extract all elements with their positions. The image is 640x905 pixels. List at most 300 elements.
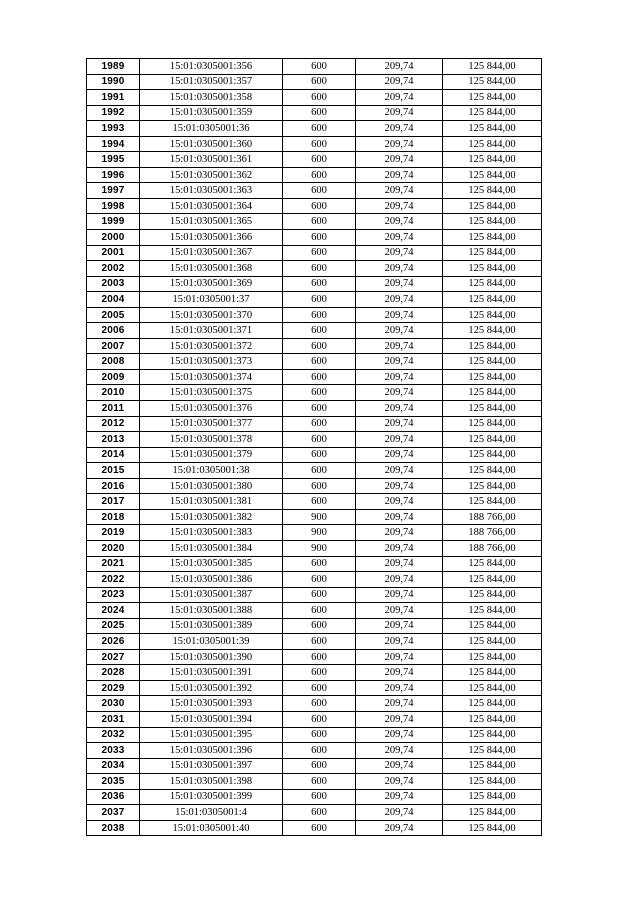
table-row <box>87 214 542 230</box>
row-number-cell: 2014 <box>87 447 140 463</box>
area-cell: 600 <box>283 307 356 323</box>
cadastral-value-cell: 125 844,00 <box>443 152 542 168</box>
table-row <box>87 743 542 759</box>
area-cell: 600 <box>283 805 356 821</box>
row-number-cell: 2012 <box>87 416 140 432</box>
area-cell: 600 <box>283 727 356 743</box>
area-cell: 600 <box>283 447 356 463</box>
cadastral-value-cell: 125 844,00 <box>443 572 542 588</box>
table-row <box>87 121 542 137</box>
row-number-cell: 1999 <box>87 214 140 230</box>
specific-value-cell: 209,74 <box>356 447 443 463</box>
row-number-cell: 2023 <box>87 587 140 603</box>
specific-value-cell: 209,74 <box>356 354 443 370</box>
area-cell: 600 <box>283 230 356 246</box>
cadastral-value-cell: 125 844,00 <box>443 494 542 510</box>
cadastral-number-cell: 15:01:0305001:385 <box>140 556 283 572</box>
specific-value-cell: 209,74 <box>356 618 443 634</box>
cadastral-number-cell: 15:01:0305001:363 <box>140 183 283 199</box>
row-number-cell: 2011 <box>87 401 140 417</box>
table-row <box>87 774 542 790</box>
area-cell: 600 <box>283 385 356 401</box>
cadastral-value-cell: 125 844,00 <box>443 167 542 183</box>
cadastral-number-cell: 15:01:0305001:396 <box>140 743 283 759</box>
row-number-cell: 1995 <box>87 152 140 168</box>
area-cell: 600 <box>283 774 356 790</box>
table-row <box>87 307 542 323</box>
table-row <box>87 587 542 603</box>
row-number-cell: 2018 <box>87 509 140 525</box>
row-number-cell: 2033 <box>87 743 140 759</box>
cadastral-number-cell: 15:01:0305001:357 <box>140 74 283 90</box>
cadastral-value-cell: 125 844,00 <box>443 665 542 681</box>
area-cell: 600 <box>283 603 356 619</box>
cadastral-number-cell: 15:01:0305001:387 <box>140 587 283 603</box>
row-number-cell: 2019 <box>87 525 140 541</box>
cadastral-value-cell: 125 844,00 <box>443 74 542 90</box>
area-cell: 600 <box>283 665 356 681</box>
cadastral-number-cell: 15:01:0305001:386 <box>140 572 283 588</box>
cadastral-number-cell: 15:01:0305001:366 <box>140 230 283 246</box>
specific-value-cell: 209,74 <box>356 74 443 90</box>
cadastral-value-cell: 125 844,00 <box>443 805 542 821</box>
area-cell: 600 <box>283 743 356 759</box>
specific-value-cell: 209,74 <box>356 603 443 619</box>
cadastral-value-cell: 125 844,00 <box>443 587 542 603</box>
cadastral-value-cell: 125 844,00 <box>443 338 542 354</box>
cadastral-number-cell: 15:01:0305001:4 <box>140 805 283 821</box>
area-cell: 600 <box>283 820 356 836</box>
row-number-cell: 2035 <box>87 774 140 790</box>
area-cell: 600 <box>283 758 356 774</box>
specific-value-cell: 209,74 <box>356 758 443 774</box>
cadastral-number-cell: 15:01:0305001:365 <box>140 214 283 230</box>
table-row <box>87 74 542 90</box>
specific-value-cell: 209,74 <box>356 198 443 214</box>
cadastral-value-cell: 188 766,00 <box>443 540 542 556</box>
cadastral-number-cell: 15:01:0305001:383 <box>140 525 283 541</box>
area-cell: 600 <box>283 152 356 168</box>
row-number-cell: 1991 <box>87 90 140 106</box>
cadastral-number-cell: 15:01:0305001:373 <box>140 354 283 370</box>
cadastral-number-cell: 15:01:0305001:37 <box>140 292 283 308</box>
row-number-cell: 2002 <box>87 261 140 277</box>
specific-value-cell: 209,74 <box>356 540 443 556</box>
specific-value-cell: 209,74 <box>356 292 443 308</box>
area-cell: 600 <box>283 245 356 261</box>
cadastral-number-cell: 15:01:0305001:362 <box>140 167 283 183</box>
area-cell: 600 <box>283 276 356 292</box>
row-number-cell: 2038 <box>87 820 140 836</box>
area-cell: 600 <box>283 90 356 106</box>
cadastral-number-cell: 15:01:0305001:356 <box>140 59 283 75</box>
specific-value-cell: 209,74 <box>356 230 443 246</box>
row-number-cell: 2004 <box>87 292 140 308</box>
specific-value-cell: 209,74 <box>356 820 443 836</box>
table-row <box>87 183 542 199</box>
cadastral-value-cell: 125 844,00 <box>443 245 542 261</box>
area-cell: 600 <box>283 572 356 588</box>
specific-value-cell: 209,74 <box>356 774 443 790</box>
area-cell: 600 <box>283 463 356 479</box>
row-number-cell: 1989 <box>87 59 140 75</box>
cadastral-value-cell: 125 844,00 <box>443 634 542 650</box>
cadastral-value-cell: 125 844,00 <box>443 183 542 199</box>
cadastral-number-cell: 15:01:0305001:399 <box>140 789 283 805</box>
cadastral-value-cell: 125 844,00 <box>443 478 542 494</box>
cadastral-number-cell: 15:01:0305001:377 <box>140 416 283 432</box>
table-row <box>87 447 542 463</box>
row-number-cell: 1996 <box>87 167 140 183</box>
cadastral-value-cell: 125 844,00 <box>443 230 542 246</box>
area-cell: 600 <box>283 167 356 183</box>
cadastral-number-cell: 15:01:0305001:36 <box>140 121 283 137</box>
table-row <box>87 292 542 308</box>
cadastral-number-cell: 15:01:0305001:398 <box>140 774 283 790</box>
row-number-cell: 2025 <box>87 618 140 634</box>
table-row <box>87 572 542 588</box>
cadastral-number-cell: 15:01:0305001:38 <box>140 463 283 479</box>
table-row <box>87 540 542 556</box>
cadastral-value-cell: 125 844,00 <box>443 603 542 619</box>
specific-value-cell: 209,74 <box>356 105 443 121</box>
cadastral-number-cell: 15:01:0305001:397 <box>140 758 283 774</box>
row-number-cell: 2032 <box>87 727 140 743</box>
table-row <box>87 556 542 572</box>
specific-value-cell: 209,74 <box>356 743 443 759</box>
table-body <box>87 59 542 836</box>
row-number-cell: 2005 <box>87 307 140 323</box>
table-row <box>87 354 542 370</box>
table-row <box>87 401 542 417</box>
cadastral-number-cell: 15:01:0305001:40 <box>140 820 283 836</box>
specific-value-cell: 209,74 <box>356 789 443 805</box>
specific-value-cell: 209,74 <box>356 385 443 401</box>
row-number-cell: 2034 <box>87 758 140 774</box>
cadastral-value-cell: 125 844,00 <box>443 447 542 463</box>
area-cell: 600 <box>283 556 356 572</box>
area-cell: 900 <box>283 509 356 525</box>
area-cell: 600 <box>283 74 356 90</box>
table-row <box>87 727 542 743</box>
area-cell: 600 <box>283 105 356 121</box>
row-number-cell: 1998 <box>87 198 140 214</box>
area-cell: 900 <box>283 540 356 556</box>
row-number-cell: 1997 <box>87 183 140 199</box>
cadastral-value-cell: 125 844,00 <box>443 59 542 75</box>
specific-value-cell: 209,74 <box>356 183 443 199</box>
specific-value-cell: 209,74 <box>356 478 443 494</box>
table-row <box>87 618 542 634</box>
cadastral-number-cell: 15:01:0305001:369 <box>140 276 283 292</box>
row-number-cell: 2037 <box>87 805 140 821</box>
row-number-cell: 2009 <box>87 369 140 385</box>
area-cell: 600 <box>283 789 356 805</box>
cadastral-number-cell: 15:01:0305001:370 <box>140 307 283 323</box>
table-row <box>87 525 542 541</box>
table-row <box>87 136 542 152</box>
area-cell: 600 <box>283 121 356 137</box>
specific-value-cell: 209,74 <box>356 261 443 277</box>
specific-value-cell: 209,74 <box>356 152 443 168</box>
table-row <box>87 509 542 525</box>
cadastral-value-cell: 125 844,00 <box>443 416 542 432</box>
cadastral-number-cell: 15:01:0305001:374 <box>140 369 283 385</box>
row-number-cell: 1990 <box>87 74 140 90</box>
cadastral-number-cell: 15:01:0305001:394 <box>140 711 283 727</box>
table-row <box>87 369 542 385</box>
table-row <box>87 152 542 168</box>
table-row <box>87 696 542 712</box>
cadastral-value-cell: 125 844,00 <box>443 618 542 634</box>
table-row <box>87 665 542 681</box>
row-number-cell: 2000 <box>87 230 140 246</box>
cadastral-value-cell: 125 844,00 <box>443 820 542 836</box>
row-number-cell: 1994 <box>87 136 140 152</box>
cadastral-value-cell: 125 844,00 <box>443 727 542 743</box>
cadastral-value-cell: 125 844,00 <box>443 711 542 727</box>
specific-value-cell: 209,74 <box>356 369 443 385</box>
specific-value-cell: 209,74 <box>356 572 443 588</box>
row-number-cell: 2031 <box>87 711 140 727</box>
table-row <box>87 494 542 510</box>
table-row <box>87 385 542 401</box>
row-number-cell: 2001 <box>87 245 140 261</box>
area-cell: 600 <box>283 696 356 712</box>
cadastral-value-cell: 125 844,00 <box>443 292 542 308</box>
area-cell: 600 <box>283 587 356 603</box>
area-cell: 600 <box>283 618 356 634</box>
row-number-cell: 2029 <box>87 680 140 696</box>
cadastral-value-cell: 125 844,00 <box>443 463 542 479</box>
specific-value-cell: 209,74 <box>356 463 443 479</box>
cadastral-number-cell: 15:01:0305001:376 <box>140 401 283 417</box>
table-row <box>87 634 542 650</box>
cadastral-number-cell: 15:01:0305001:375 <box>140 385 283 401</box>
cadastral-value-cell: 125 844,00 <box>443 214 542 230</box>
cadastral-number-cell: 15:01:0305001:382 <box>140 509 283 525</box>
area-cell: 600 <box>283 214 356 230</box>
area-cell: 600 <box>283 478 356 494</box>
cadastral-value-cell: 125 844,00 <box>443 354 542 370</box>
table-row <box>87 463 542 479</box>
cadastral-value-cell: 125 844,00 <box>443 105 542 121</box>
cadastral-number-cell: 15:01:0305001:392 <box>140 680 283 696</box>
specific-value-cell: 209,74 <box>356 90 443 106</box>
specific-value-cell: 209,74 <box>356 136 443 152</box>
cadastral-value-cell: 125 844,00 <box>443 696 542 712</box>
specific-value-cell: 209,74 <box>356 323 443 339</box>
area-cell: 600 <box>283 261 356 277</box>
cadastral-number-cell: 15:01:0305001:371 <box>140 323 283 339</box>
specific-value-cell: 209,74 <box>356 432 443 448</box>
specific-value-cell: 209,74 <box>356 276 443 292</box>
specific-value-cell: 209,74 <box>356 509 443 525</box>
specific-value-cell: 209,74 <box>356 525 443 541</box>
cadastral-value-cell: 125 844,00 <box>443 136 542 152</box>
table-row <box>87 230 542 246</box>
cadastral-value-cell: 125 844,00 <box>443 743 542 759</box>
specific-value-cell: 209,74 <box>356 338 443 354</box>
area-cell: 600 <box>283 649 356 665</box>
cadastral-value-cell: 125 844,00 <box>443 261 542 277</box>
specific-value-cell: 209,74 <box>356 649 443 665</box>
area-cell: 600 <box>283 711 356 727</box>
table-row <box>87 323 542 339</box>
cadastral-number-cell: 15:01:0305001:389 <box>140 618 283 634</box>
cadastral-number-cell: 15:01:0305001:390 <box>140 649 283 665</box>
specific-value-cell: 209,74 <box>356 556 443 572</box>
cadastral-number-cell: 15:01:0305001:393 <box>140 696 283 712</box>
table-row <box>87 680 542 696</box>
cadastral-value-cell: 125 844,00 <box>443 789 542 805</box>
cadastral-value-cell: 125 844,00 <box>443 385 542 401</box>
area-cell: 600 <box>283 494 356 510</box>
row-number-cell: 1993 <box>87 121 140 137</box>
table-row <box>87 758 542 774</box>
cadastral-value-cell: 125 844,00 <box>443 432 542 448</box>
table-row <box>87 649 542 665</box>
specific-value-cell: 209,74 <box>356 680 443 696</box>
cadastral-value-cell: 125 844,00 <box>443 556 542 572</box>
table-row <box>87 711 542 727</box>
specific-value-cell: 209,74 <box>356 59 443 75</box>
cadastral-value-cell: 125 844,00 <box>443 401 542 417</box>
area-cell: 600 <box>283 401 356 417</box>
table-row <box>87 261 542 277</box>
cadastral-number-cell: 15:01:0305001:359 <box>140 105 283 121</box>
specific-value-cell: 209,74 <box>356 587 443 603</box>
cadastral-value-cell: 125 844,00 <box>443 649 542 665</box>
cadastral-value-cell: 125 844,00 <box>443 369 542 385</box>
cadastral-number-cell: 15:01:0305001:364 <box>140 198 283 214</box>
cadastral-value-cell: 125 844,00 <box>443 680 542 696</box>
area-cell: 600 <box>283 183 356 199</box>
row-number-cell: 2028 <box>87 665 140 681</box>
row-number-cell: 2003 <box>87 276 140 292</box>
area-cell: 600 <box>283 369 356 385</box>
cadastral-number-cell: 15:01:0305001:358 <box>140 90 283 106</box>
cadastral-number-cell: 15:01:0305001:384 <box>140 540 283 556</box>
cadastral-number-cell: 15:01:0305001:368 <box>140 261 283 277</box>
area-cell: 600 <box>283 338 356 354</box>
cadastral-value-cell: 125 844,00 <box>443 90 542 106</box>
table-row <box>87 105 542 121</box>
area-cell: 600 <box>283 198 356 214</box>
cadastral-value-cell: 188 766,00 <box>443 525 542 541</box>
row-number-cell: 2020 <box>87 540 140 556</box>
cadastral-number-cell: 15:01:0305001:378 <box>140 432 283 448</box>
table-row <box>87 198 542 214</box>
row-number-cell: 2007 <box>87 338 140 354</box>
specific-value-cell: 209,74 <box>356 401 443 417</box>
cadastral-value-cell: 125 844,00 <box>443 121 542 137</box>
cadastral-number-cell: 15:01:0305001:380 <box>140 478 283 494</box>
specific-value-cell: 209,74 <box>356 805 443 821</box>
cadastral-number-cell: 15:01:0305001:388 <box>140 603 283 619</box>
area-cell: 900 <box>283 525 356 541</box>
table-row <box>87 90 542 106</box>
specific-value-cell: 209,74 <box>356 214 443 230</box>
cadastral-cost-table <box>86 58 542 836</box>
specific-value-cell: 209,74 <box>356 245 443 261</box>
row-number-cell: 2015 <box>87 463 140 479</box>
table-row <box>87 603 542 619</box>
row-number-cell: 1992 <box>87 105 140 121</box>
specific-value-cell: 209,74 <box>356 167 443 183</box>
specific-value-cell: 209,74 <box>356 494 443 510</box>
cadastral-number-cell: 15:01:0305001:367 <box>140 245 283 261</box>
cadastral-number-cell: 15:01:0305001:379 <box>140 447 283 463</box>
table-row <box>87 789 542 805</box>
specific-value-cell: 209,74 <box>356 696 443 712</box>
row-number-cell: 2010 <box>87 385 140 401</box>
row-number-cell: 2030 <box>87 696 140 712</box>
row-number-cell: 2026 <box>87 634 140 650</box>
cadastral-number-cell: 15:01:0305001:361 <box>140 152 283 168</box>
area-cell: 600 <box>283 432 356 448</box>
cadastral-value-cell: 125 844,00 <box>443 276 542 292</box>
row-number-cell: 2008 <box>87 354 140 370</box>
specific-value-cell: 209,74 <box>356 727 443 743</box>
row-number-cell: 2021 <box>87 556 140 572</box>
cadastral-value-cell: 125 844,00 <box>443 198 542 214</box>
table-row <box>87 416 542 432</box>
area-cell: 600 <box>283 354 356 370</box>
row-number-cell: 2036 <box>87 789 140 805</box>
specific-value-cell: 209,74 <box>356 711 443 727</box>
cadastral-number-cell: 15:01:0305001:381 <box>140 494 283 510</box>
area-cell: 600 <box>283 292 356 308</box>
area-cell: 600 <box>283 634 356 650</box>
area-cell: 600 <box>283 416 356 432</box>
specific-value-cell: 209,74 <box>356 665 443 681</box>
table-row <box>87 432 542 448</box>
row-number-cell: 2027 <box>87 649 140 665</box>
table-row <box>87 338 542 354</box>
area-cell: 600 <box>283 680 356 696</box>
table-row <box>87 59 542 75</box>
area-cell: 600 <box>283 136 356 152</box>
specific-value-cell: 209,74 <box>356 121 443 137</box>
table-row <box>87 820 542 836</box>
row-number-cell: 2013 <box>87 432 140 448</box>
row-number-cell: 2017 <box>87 494 140 510</box>
cadastral-number-cell: 15:01:0305001:395 <box>140 727 283 743</box>
specific-value-cell: 209,74 <box>356 634 443 650</box>
area-cell: 600 <box>283 59 356 75</box>
cadastral-number-cell: 15:01:0305001:391 <box>140 665 283 681</box>
specific-value-cell: 209,74 <box>356 416 443 432</box>
table-row <box>87 805 542 821</box>
cadastral-value-cell: 125 844,00 <box>443 758 542 774</box>
cadastral-value-cell: 125 844,00 <box>443 323 542 339</box>
cadastral-value-cell: 125 844,00 <box>443 774 542 790</box>
cadastral-number-cell: 15:01:0305001:372 <box>140 338 283 354</box>
table-row <box>87 167 542 183</box>
table-row <box>87 245 542 261</box>
cadastral-number-cell: 15:01:0305001:39 <box>140 634 283 650</box>
specific-value-cell: 209,74 <box>356 307 443 323</box>
row-number-cell: 2006 <box>87 323 140 339</box>
row-number-cell: 2022 <box>87 572 140 588</box>
cadastral-value-cell: 188 766,00 <box>443 509 542 525</box>
row-number-cell: 2016 <box>87 478 140 494</box>
table-row <box>87 478 542 494</box>
table-row <box>87 276 542 292</box>
cadastral-number-cell: 15:01:0305001:360 <box>140 136 283 152</box>
cadastral-value-cell: 125 844,00 <box>443 307 542 323</box>
